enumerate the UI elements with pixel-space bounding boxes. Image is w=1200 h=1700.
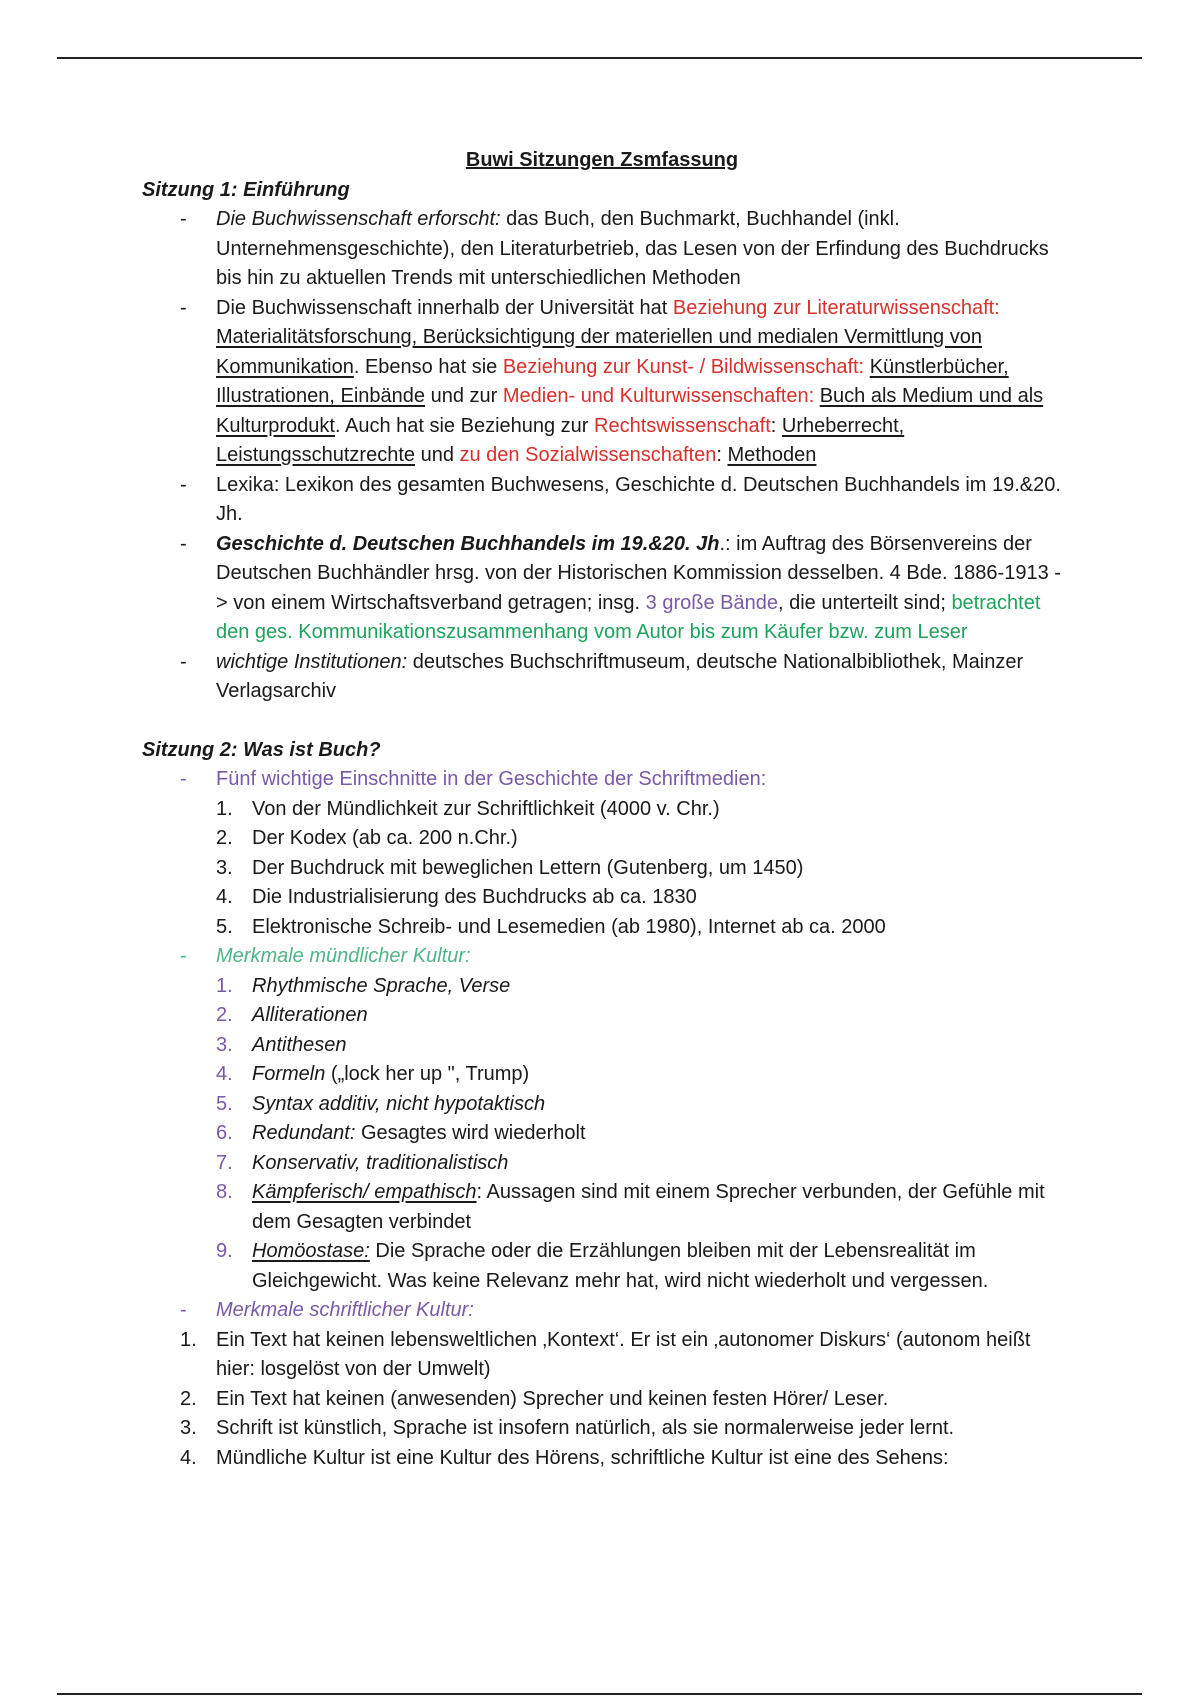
list-item: 4. Mündliche Kultur ist eine Kultur des Hörens, schriftliche Kultur ist eine des Sehens: xyxy=(180,1446,949,1469)
list-item: 3. Schrift ist künstlich, Sprache ist insofern natürlich, als sie normalerweise jeder lernt. xyxy=(180,1417,955,1439)
list-item: 3. Der Buchdruck mit beweglichen Lettern (Gutenberg, um 1450) xyxy=(216,856,804,879)
einschnitte-list xyxy=(216,795,1062,943)
list-item: - wichtige Institutionen: deutsches Buchschriftmuseum, deutsche Nationalbibliothek, Mainzer Verlagsarchiv xyxy=(216,648,1062,707)
list-item: 9. Homöostase: Die Sprache oder die Erzählungen bleiben mit der Lebensrealität im Gleichgewicht. Was keine Relevanz mehr hat, wird nicht wiederholt und vergessen. xyxy=(216,1240,989,1292)
list-item: 3. Antithesen xyxy=(216,1033,347,1056)
list-item: 5. Elektronische Schreib- und Lesemedien (ab 1980), Internet ab ca. 2000 xyxy=(216,915,886,938)
list-item: 7. Konservativ, traditionalistisch xyxy=(216,1151,509,1174)
list-item: 8. Kämpferisch/ empathisch: Aussagen sind mit einem Sprecher verbunden, der Gefühle mit dem Gesagten verbindet xyxy=(216,1181,1045,1233)
list-item: - Lexika: Lexikon des gesamten Buchwesens, Geschichte d. Deutschen Buchhandels im 19.&20. Jh. xyxy=(216,471,1062,530)
sitzung-2-bullet-list xyxy=(142,765,1062,1326)
list-item: - Die Buchwissenschaft erforscht: das Buch, den Buchmarkt, Buchhandel (inkl. Unternehmensgeschichte), den Literaturbetrieb, das Lesen von der Erfindung des Buchdrucks bis hin zu aktuellen Trends mit unterschiedlichen Methoden xyxy=(216,205,1062,294)
list-item: 1. Ein Text hat keinen lebensweltlichen ‚Kontext‘. Er ist ein ‚autonomer Diskurs‘ (autonom heißt hier: losgelöst von der Umwelt) xyxy=(180,1328,1031,1380)
list-item: 2. Alliterationen xyxy=(216,1004,368,1026)
sitzung-1-bullet-list xyxy=(142,205,1062,707)
document-body xyxy=(142,146,1062,1473)
list-item: 2. Der Kodex (ab ca. 200 n.Chr.) xyxy=(216,827,518,849)
list-item: 1. Rhythmische Sprache, Verse xyxy=(216,974,511,997)
list-item: - Geschichte d. Deutschen Buchhandels im 19.&20. Jh.: im Auftrag des Börsenvereins der Deutschen Buchhändler hrsg. von der Historischen Kommission desselben. 4 Bde. 1886-1913 -> von einem Wirtschaftsverband getragen; insg. 3 große Bände, die unterteilt sind; betrachtet den ges. Kommunikationszusammenhang vom Autor bis zum Käufer bzw. zum Leser xyxy=(216,530,1062,648)
section-heading-sitzung-2: Sitzung 2: Was ist Buch? xyxy=(142,738,381,761)
header-rule xyxy=(57,57,1142,59)
footer-rule xyxy=(57,1693,1142,1695)
list-item-muendliche-kultur: - Merkmale mündlicher Kultur: 1. Rhythmische Sprache, Verse 2. Alliterationen 3. Antithesen 4. Formeln („lock her up ", Trump) 5. Syntax additiv, nicht hypotaktisch 6. Redundant: Gesagtes wird wiederholt 7. Konservativ, traditionalistisch 8. Kämpferisch/ empathisch: Aussagen sind mit einem Sprecher verbunden, der Gefühle mit dem Gesagten verbindet 9. Homöostase: Die Sprache oder die Erzählungen bleiben mit der Lebensrealität im Gleichgewicht. Was keine Relevanz mehr hat, wird nicht wiederholt und vergessen. xyxy=(216,942,1062,1296)
list-item: 2. Ein Text hat keinen (anwesenden) Sprecher und keinen festen Hörer/ Leser. xyxy=(180,1387,889,1410)
list-item: - Die Buchwissenschaft innerhalb der Universität hat Beziehung zur Literaturwissenschaft: Materialitätsforschung, Berücksichtigung der materiellen und medialen Vermittlung von Kommunikation. Ebenso hat sie Beziehung zur Kunst- / Bildwissenschaft: Künstlerbücher, Illustrationen, Einbände und zur Medien- und Kulturwissenschaften: Buch als Medium und als Kulturprodukt. Auch hat sie Beziehung zur Rechtswissenschaft: Urheberrecht, Leistungsschutzrechte und zu den Sozialwissenschaften: Methoden xyxy=(216,294,1062,471)
document-title: Buwi Sitzungen Zsmfassung xyxy=(465,149,739,171)
muendliche-kultur-list xyxy=(216,972,1062,1297)
list-item: 4. Formeln („lock her up ", Trump) xyxy=(216,1063,530,1085)
list-item-schriftliche-kultur: - Merkmale schriftlicher Kultur: xyxy=(216,1296,1062,1326)
list-item-einschnitte: - Fünf wichtige Einschnitte in der Geschichte der Schriftmedien: 1. Von der Mündlichkeit zur Schriftlichkeit (4000 v. Chr.) 2. Der Kodex (ab ca. 200 n.Chr.) 3. Der Buchdruck mit beweglichen Lettern (Gutenberg, um 1450) 4. Die Industrialisierung des Buchdrucks ab ca. 1830 5. Elektronische Schreib- und Lesemedien (ab 1980), Internet ab ca. 2000 xyxy=(216,765,1062,942)
schriftliche-kultur-list xyxy=(142,1326,1062,1474)
list-item: 4. Die Industrialisierung des Buchdrucks ab ca. 1830 xyxy=(216,886,697,908)
list-item: 1. Von der Mündlichkeit zur Schriftlichkeit (4000 v. Chr.) xyxy=(216,797,720,820)
list-item: 5. Syntax additiv, nicht hypotaktisch xyxy=(216,1092,546,1115)
list-item: 6. Redundant: Gesagtes wird wiederholt xyxy=(216,1122,586,1144)
section-heading-sitzung-1: Sitzung 1: Einführung xyxy=(142,178,350,201)
